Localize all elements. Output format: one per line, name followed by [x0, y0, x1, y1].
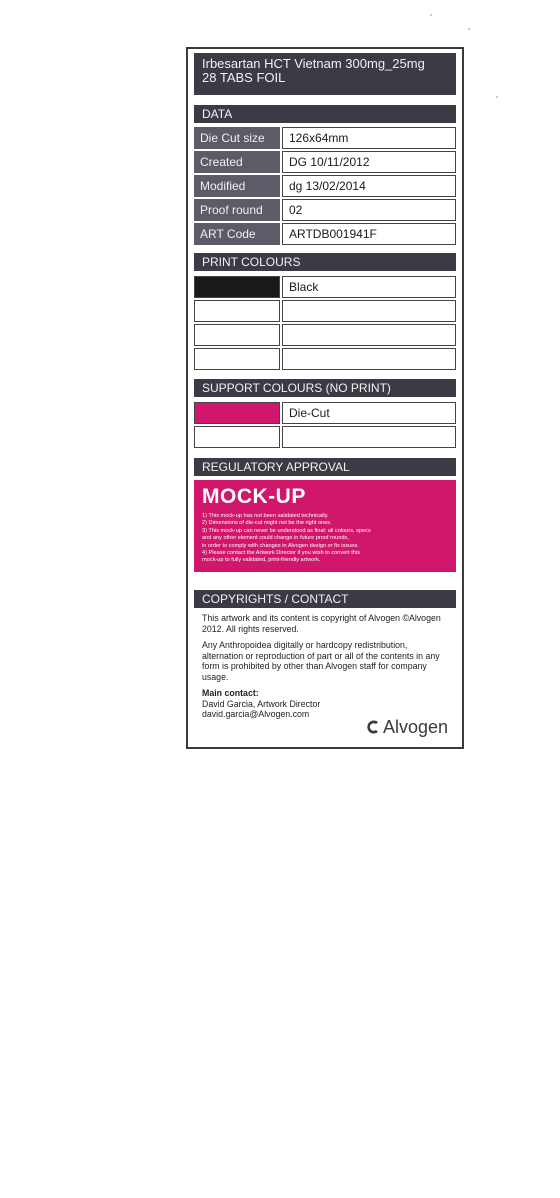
colour-name: [282, 300, 456, 322]
print-colour-row: [194, 348, 456, 370]
colour-swatch: [194, 402, 280, 424]
data-value: DG 10/11/2012: [282, 151, 456, 173]
data-value: dg 13/02/2014: [282, 175, 456, 197]
colour-name: [282, 348, 456, 370]
print-colour-row: [194, 300, 456, 322]
support-colours-heading: SUPPORT COLOURS (NO PRINT): [194, 379, 456, 397]
data-value: 02: [282, 199, 456, 221]
mockup-banner: [194, 480, 456, 572]
copyright-body: [194, 613, 456, 743]
colour-swatch: [194, 324, 280, 346]
data-label: Proof round: [194, 199, 280, 221]
data-label: Created: [194, 151, 280, 173]
data-row-modified: [194, 175, 456, 197]
support-colour-row: [194, 426, 456, 448]
regulatory-heading: REGULATORY APPROVAL: [194, 458, 456, 476]
data-heading: DATA: [194, 105, 456, 123]
colour-swatch: [194, 348, 280, 370]
product-title: [194, 53, 456, 95]
scan-speck: [496, 96, 498, 98]
data-label: ART Code: [194, 223, 280, 245]
data-row-die-cut-size: [194, 127, 456, 149]
colour-name: Die-Cut: [282, 402, 456, 424]
data-value: ARTDB001941F: [282, 223, 456, 245]
print-colours-heading: PRINT COLOURS: [194, 253, 456, 271]
mockup-notes: [202, 513, 450, 565]
mockup-note: and any other element could change in future proof rounds,: [202, 535, 349, 542]
mockup-note: 3) This mock-up can never be understood as final: all colours, specs: [202, 527, 371, 534]
redistribution-notice: Any Anthropoidea digitally or hardcopy redistribution, alternation or reproduction of part or all of the contents in any form is prohibited by other than Alvogen staff for company usage.: [202, 640, 440, 682]
copyright-heading: COPYRIGHTS / CONTACT: [194, 590, 456, 608]
print-colour-row: [194, 276, 456, 298]
copyright-notice: This artwork and its content is copyright of Alvogen ©Alvogen 2012. All rights reserved.: [202, 613, 441, 634]
product-title-line2: 28 TABS FOIL: [202, 70, 286, 85]
alvogen-mark-icon: [365, 719, 381, 735]
contact-name: David Garcia, Artwork Director: [202, 698, 321, 709]
mockup-note: 1) This mock-up has not been validated technically.: [202, 513, 329, 519]
scan-speck: [468, 28, 470, 30]
artwork-info-card: [186, 47, 464, 749]
contact-label: Main contact:: [202, 688, 259, 698]
print-colour-row: [194, 324, 456, 346]
mockup-note: mock-up to fully validated, print-friendly artwork.: [202, 557, 321, 564]
data-row-created: [194, 151, 456, 173]
data-label: Die Cut size: [194, 127, 280, 149]
mockup-note: 2) Dimensions of die-cut might not be the right ones.: [202, 520, 332, 527]
data-value: 126x64mm: [282, 127, 456, 149]
mockup-note: 4) Please contact the Artwork Director if you wish to convert this: [202, 550, 360, 557]
alvogen-logo-text: Alvogen: [382, 716, 448, 737]
contact-email: david.garcia@Alvogen.com: [202, 709, 310, 719]
data-label: Modified: [194, 175, 280, 197]
mockup-stamp: MOCK-UP: [202, 485, 306, 508]
product-title-line1: Irbesartan HCT Vietnam 300mg_25mg: [202, 56, 425, 71]
alvogen-logo: [365, 716, 448, 737]
colour-swatch: [194, 300, 280, 322]
colour-swatch: [194, 426, 280, 448]
mockup-note: in order to comply with changes in Alvogen design or fix issues.: [202, 542, 359, 549]
colour-name: [282, 324, 456, 346]
colour-swatch: [194, 276, 280, 298]
scan-speck: [430, 14, 432, 16]
support-colour-row: [194, 402, 456, 424]
data-row-proof-round: [194, 199, 456, 221]
colour-name: Black: [282, 276, 456, 298]
colour-name: [282, 426, 456, 448]
data-row-art-code: [194, 223, 456, 245]
